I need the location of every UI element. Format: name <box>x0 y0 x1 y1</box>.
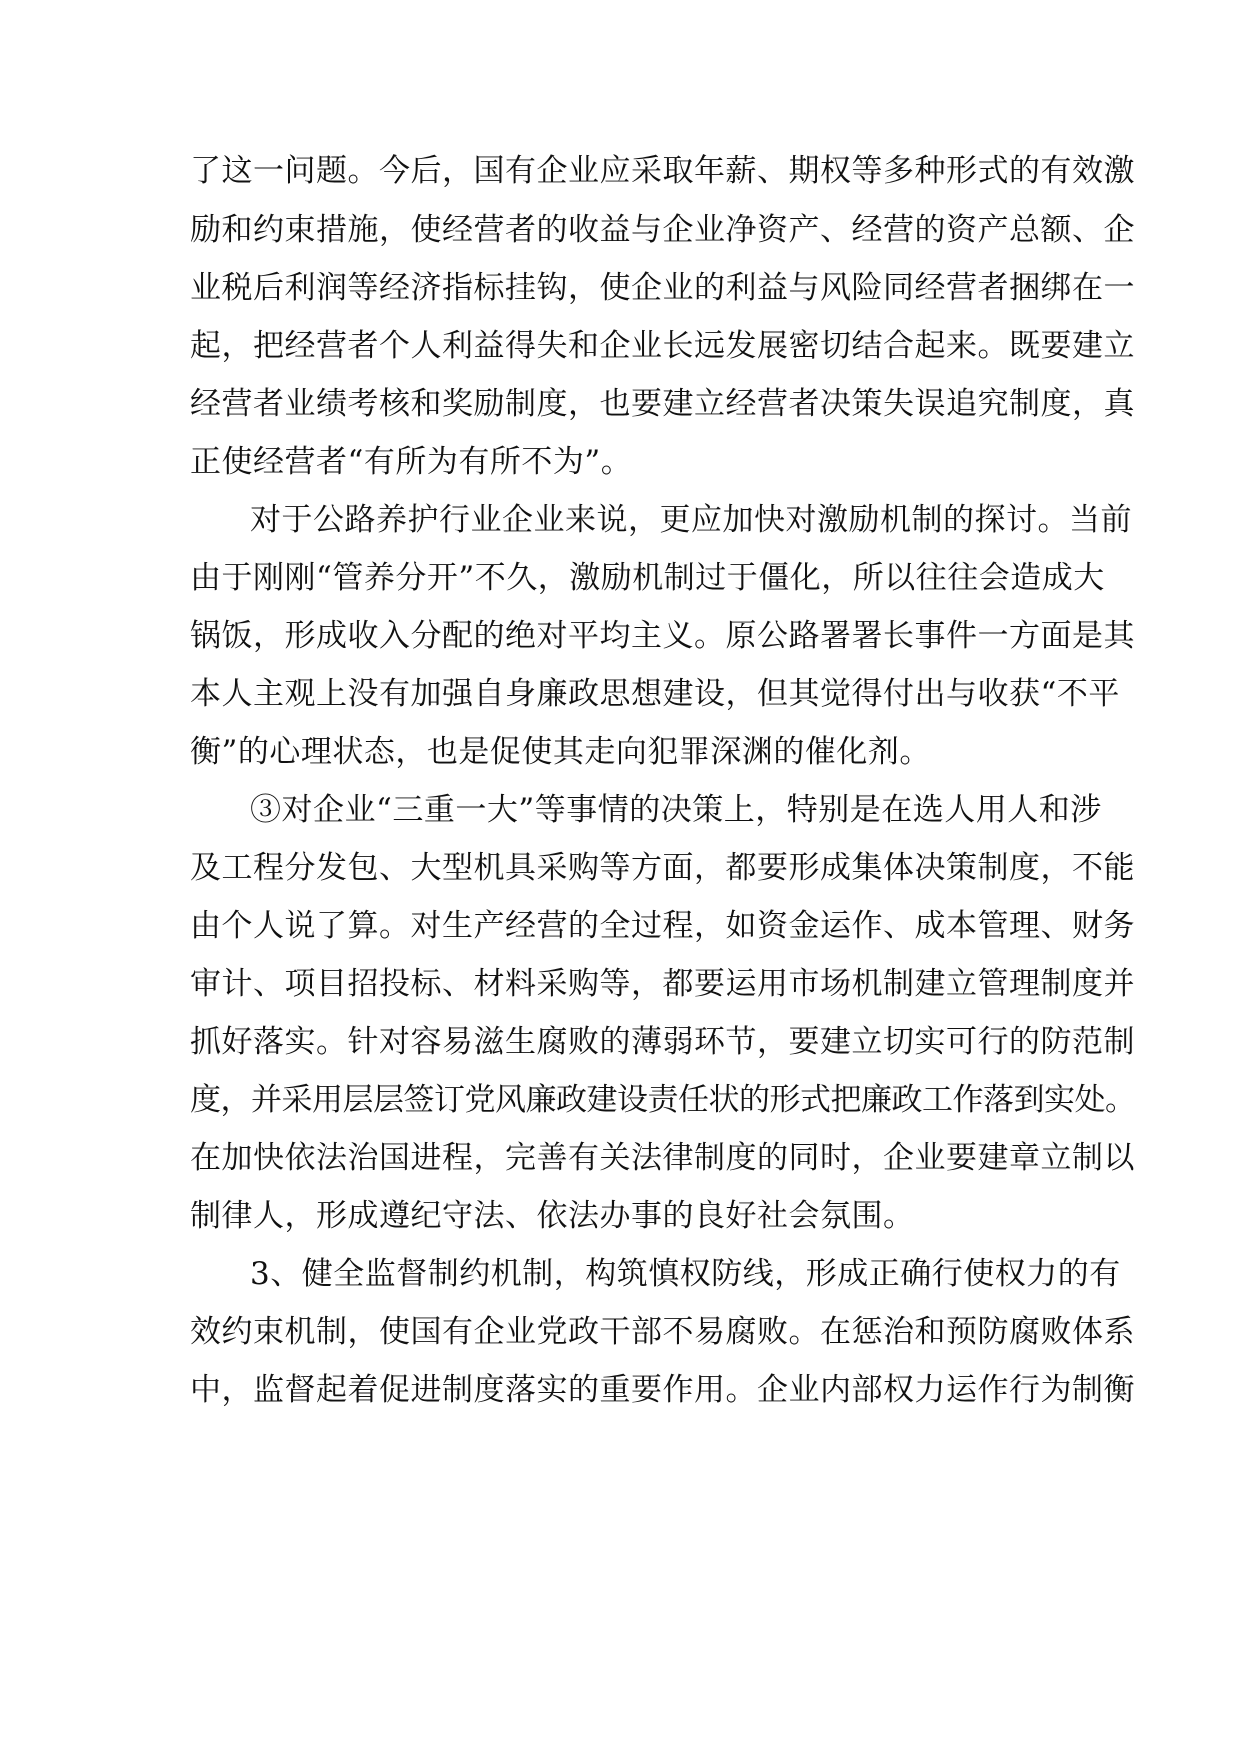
text-line: 锅饭，形成收入分配的绝对平均主义。原公路署署长事件一方面是其 <box>190 618 1135 654</box>
text-line: 业税后利润等经济指标挂钩，使企业的利益与风险同经营者捆绑在一 <box>190 270 1135 306</box>
text-line: 正使经营者“有所为有所不为”。 <box>190 444 633 480</box>
text-line: 对于公路养护行业企业来说，更应加快对激励机制的探讨。当前 <box>250 502 1132 538</box>
text-line: 由个人说了算。对生产经营的全过程，如资金运作、成本管理、财务 <box>190 908 1135 944</box>
text-line: 励和约束措施，使经营者的收益与企业净资产、经营的资产总额、企 <box>190 212 1135 248</box>
text-line: 经营者业绩考核和奖励制度，也要建立经营者决策失误追究制度，真 <box>190 386 1135 422</box>
text-line: 3、健全监督制约机制，构筑慎权防线，形成正确行使权力的有 <box>250 1256 1121 1292</box>
text-line: 效约束机制，使国有企业党政干部不易腐败。在惩治和预防腐败体系 <box>190 1314 1135 1350</box>
text-line: 审计、项目招投标、材料采购等，都要运用市场机制建立管理制度并 <box>190 966 1135 1002</box>
text-line: 制律人，形成遵纪守法、依法办事的良好社会氛围。 <box>190 1198 915 1234</box>
text-line: 本人主观上没有加强自身廉政思想建设，但其觉得付出与收获“不平 <box>190 676 1120 712</box>
text-line: 中，监督起着促进制度落实的重要作用。企业内部权力运作行为制衡 <box>190 1372 1135 1408</box>
text-line: 了这一问题。今后，国有企业应采取年薪、期权等多种形式的有效激 <box>190 153 1135 189</box>
text-line: 起，把经营者个人利益得失和企业长远发展密切结合起来。既要建立 <box>190 328 1135 364</box>
text-line: 抓好落实。针对容易滋生腐败的薄弱环节，要建立切实可行的防范制 <box>190 1024 1135 1060</box>
text-line: 度，并采用层层签订党风廉政建设责任状的形式把廉政工作落到实处。 <box>190 1082 1136 1118</box>
text-line: 衡”的心理状态，也是促使其走向犯罪深渊的催化剂。 <box>190 734 931 770</box>
text-line: ③对企业“三重一大”等事情的决策上，特别是在选人用人和涉 <box>250 792 1102 828</box>
text-line: 及工程分发包、大型机具采购等方面，都要形成集体决策制度，不能 <box>190 850 1135 886</box>
text-line: 由于刚刚“管养分开”不久，激励机制过于僵化，所以往往会造成大 <box>190 560 1105 596</box>
text-line: 在加快依法治国进程，完善有关法律制度的同时，企业要建章立制以 <box>190 1140 1135 1176</box>
